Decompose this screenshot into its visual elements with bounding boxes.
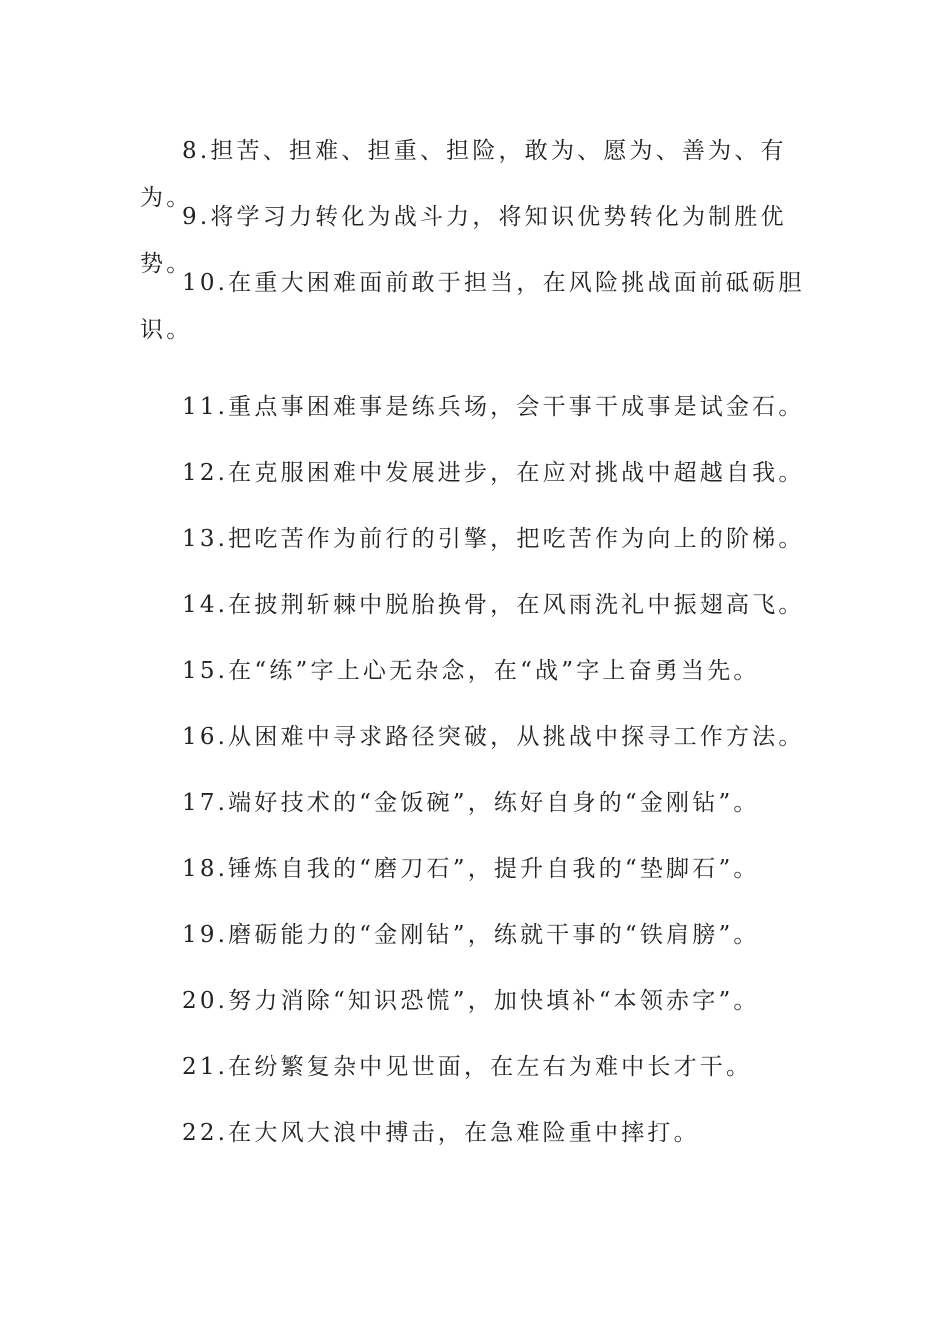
list-item-15: 15.在“练”字上心无杂念，在“战”字上奋勇当先。: [182, 658, 760, 684]
list-item-21: 21.在纷繁复杂中见世面，在左右为难中长才干。: [182, 1054, 753, 1080]
list-item-10: 10.在重大困难面前敢于担当，在风险挑战面前砥砺胆识。: [140, 270, 805, 343]
list-item-13: 13.把吃苦作为前行的引擎，把吃苦作为向上的阶梯。: [182, 526, 805, 552]
list-item-20: 20.努力消除“知识恐慌”，加快填补“本领赤字”。: [182, 988, 760, 1014]
list-item-17: 17.端好技术的“金饭碗”，练好自身的“金刚钻”。: [182, 790, 760, 816]
list-item-9: 9.将学习力转化为战斗力，将知识优势转化为制胜优势。: [140, 204, 787, 277]
list-item-18: 18.锤炼自我的“磨刀石”，提升自我的“垫脚石”。: [182, 856, 760, 882]
list-item-16: 16.从困难中寻求路径突破，从挑战中探寻工作方法。: [182, 724, 805, 750]
list-item-14: 14.在披荆斩棘中脱胎换骨，在风雨洗礼中振翅高飞。: [182, 592, 805, 618]
list-item-22: 22.在大风大浪中搏击，在急难险重中摔打。: [182, 1120, 700, 1146]
list-item-8: 8.担苦、担难、担重、担险，敢为、愿为、善为、有为。: [140, 138, 787, 211]
list-item-11: 11.重点事困难事是练兵场，会干事干成事是试金石。: [182, 394, 805, 420]
list-item-19: 19.磨砺能力的“金刚钻”，练就干事的“铁肩膀”。: [182, 922, 760, 948]
list-item-12: 12.在克服困难中发展进步，在应对挑战中超越自我。: [182, 460, 805, 486]
